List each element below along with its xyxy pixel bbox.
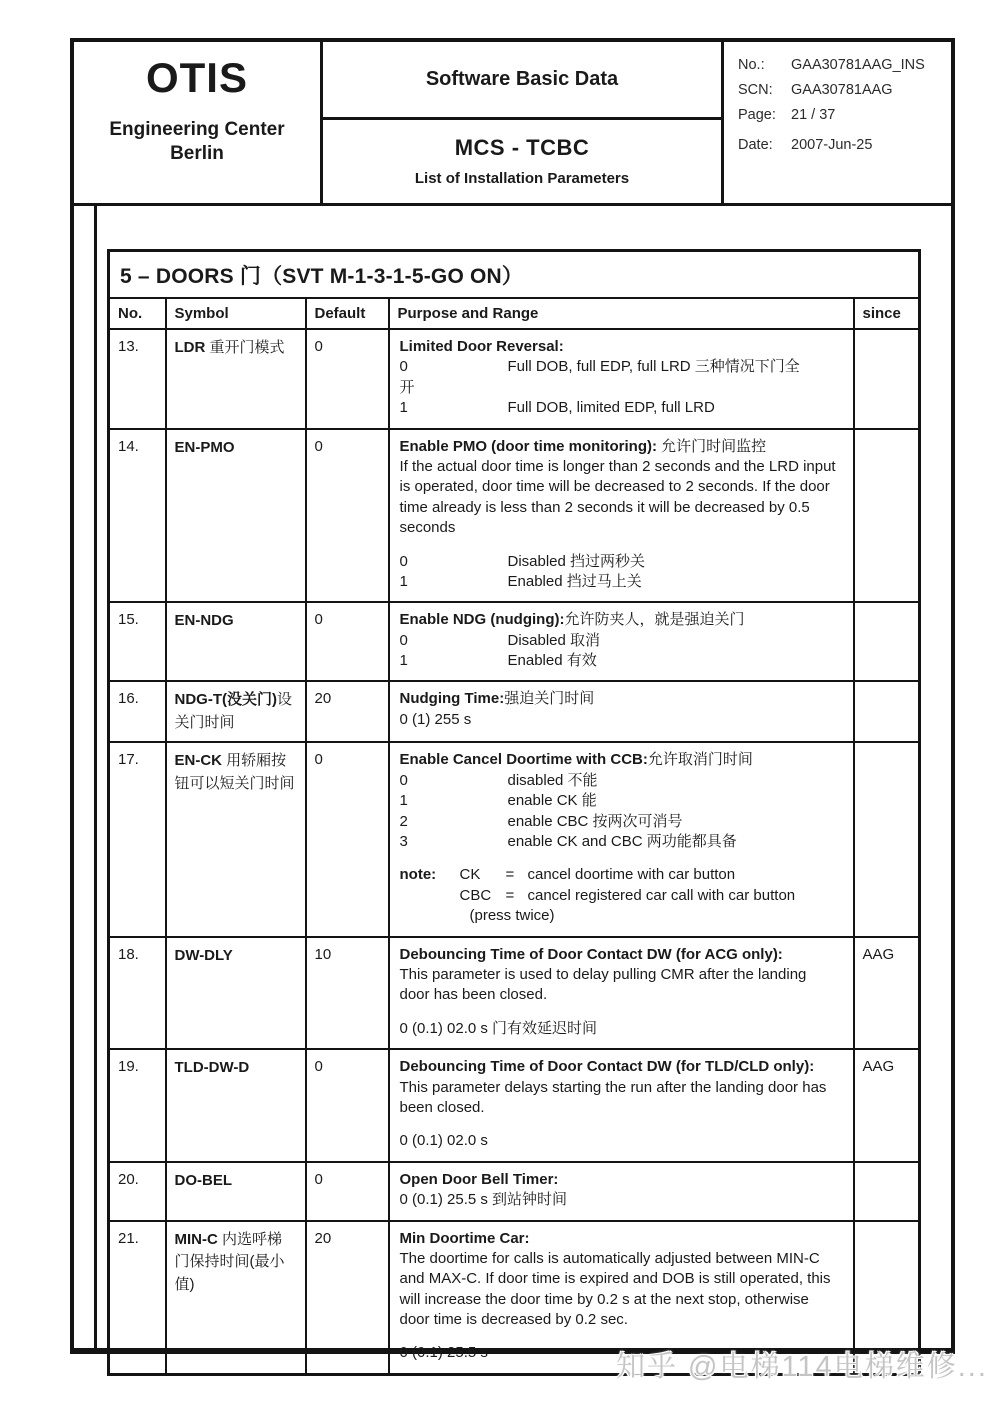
meta-date-value: 2007-Jun-25: [791, 137, 873, 153]
param-since-cell: [854, 681, 920, 742]
param-default-cell: 0: [306, 329, 389, 429]
product-cell: [323, 120, 721, 203]
org-line1: Engineering Center: [109, 119, 285, 140]
col-header-symbol: Symbol: [166, 298, 306, 329]
param-no-cell: 21.: [109, 1221, 166, 1375]
param-default-cell: 0: [306, 602, 389, 681]
param-symbol-cell: EN-PMO: [166, 429, 306, 603]
doc-subtitle: List of Installation Parameters: [414, 170, 630, 187]
table-row: [109, 429, 920, 603]
org-line2: Berlin: [170, 142, 224, 164]
logo-cell: [74, 42, 323, 203]
param-symbol-cell: TLD-DW-D: [166, 1049, 306, 1162]
param-default-cell: 0: [306, 429, 389, 603]
table-header-row: [109, 298, 920, 329]
table-row: [109, 1049, 920, 1162]
meta-date: [738, 137, 951, 153]
param-symbol-cell: EN-CK 用轿厢按钮可以短关门时间: [166, 742, 306, 936]
param-default-cell: 0: [306, 1049, 389, 1162]
product-name: MCS - TCBC: [454, 135, 590, 160]
param-symbol-cell: LDR 重开门模式: [166, 329, 306, 429]
meta-cell: [724, 42, 951, 203]
param-no-cell: 19.: [109, 1049, 166, 1162]
param-symbol-cell: MIN-C 内选呼梯门保持时间(最小值): [166, 1221, 306, 1375]
param-symbol-cell: DO-BEL: [166, 1162, 306, 1221]
parameters-table: [107, 249, 921, 1376]
param-symbol-cell: NDG-T(没关门)设关门时间: [166, 681, 306, 742]
param-default-cell: 20: [306, 681, 389, 742]
param-no-cell: 16.: [109, 681, 166, 742]
binding-margin-line: [94, 206, 97, 1348]
param-purpose-cell: Debouncing Time of Door Contact DW (for ACG only): This parameter is used to delay pulling CMR after the landing door has been closed. 0 (0.1) 02.0 s 门有效延迟时间: [389, 937, 854, 1050]
meta-scn-value: GAA30781AAG: [791, 82, 893, 98]
params-table-body: [109, 329, 920, 1374]
content-area: [74, 206, 951, 1362]
param-purpose-cell: Nudging Time:强迫关门时间 0 (1) 255 s: [389, 681, 854, 742]
param-since-cell: [854, 602, 920, 681]
param-no-cell: 20.: [109, 1162, 166, 1221]
param-purpose-cell: Debouncing Time of Door Contact DW (for TLD/CLD only): This parameter delays starting the run after the landing door has been closed. 0 (0.1) 02.0 s: [389, 1049, 854, 1162]
param-since-cell: [854, 329, 920, 429]
param-no-cell: 17.: [109, 742, 166, 936]
title-cell: [323, 42, 724, 203]
col-header-purpose: Purpose and Range: [389, 298, 854, 329]
param-since-cell: [854, 1162, 920, 1221]
param-no-cell: 15.: [109, 602, 166, 681]
param-since-cell: [854, 742, 920, 936]
otis-logo: OTIS: [145, 54, 248, 101]
param-since-cell: AAG: [854, 1049, 920, 1162]
table-row: [109, 1162, 920, 1221]
param-default-cell: 10: [306, 937, 389, 1050]
table-row: [109, 602, 920, 681]
page-frame: [70, 38, 955, 1362]
param-since-cell: [854, 429, 920, 603]
param-symbol-cell: EN-NDG: [166, 602, 306, 681]
doc-title: Software Basic Data: [323, 42, 721, 120]
meta-page: [738, 107, 951, 123]
param-purpose-cell: Enable PMO (door time monitoring): 允许门时间监控 If the actual door time is longer than 2 seconds and the LRD input is operated, door time will be decreased to 2 seconds. If the door time already is less than 2 seconds it will be decreased by 0.5 seconds 0 Disabled 挡过两秒关 1 Enabled 挡过马上关: [389, 429, 854, 603]
col-header-default: Default: [306, 298, 389, 329]
param-purpose-cell: Limited Door Reversal: 0 Full DOB, full EDP, full LRD 三种情况下门全 开 1 Full DOB, limited EDP, full LRD: [389, 329, 854, 429]
meta-page-value: 21 / 37: [791, 107, 836, 123]
meta-no-value: GAA30781AAG_INS: [791, 57, 925, 73]
col-header-no: No.: [109, 298, 166, 329]
param-no-cell: 13.: [109, 329, 166, 429]
param-no-cell: 14.: [109, 429, 166, 603]
param-purpose-cell: Enable NDG (nudging):允许防夹人，就是强迫关门 0 Disabled 取消 1 Enabled 有效: [389, 602, 854, 681]
meta-scn: [738, 82, 951, 98]
param-symbol-cell: DW-DLY: [166, 937, 306, 1050]
table-row: [109, 681, 920, 742]
param-purpose-cell: Enable Cancel Doortime with CCB:允许取消门时间 0 disabled 不能 1 enable CK 能 2 enable CBC 按两次可消号 3 enable CK and CBC 两功能都具备 note: CK = cancel doortime with car button CBC = cancel registered car call with car button (press twice): [389, 742, 854, 936]
param-since-cell: AAG: [854, 937, 920, 1050]
param-default-cell: 20: [306, 1221, 389, 1375]
meta-no: [738, 57, 951, 73]
document-header: [74, 42, 951, 206]
meta-date-label: Date:: [738, 137, 773, 153]
section-title: 5 – DOORS 门（SVT M-1-3-1-5-GO ON）: [109, 251, 920, 299]
param-purpose-cell: Open Door Bell Timer: 0 (0.1) 25.5 s 到站钟时间: [389, 1162, 854, 1221]
param-purpose-cell: Min Doortime Car: The doortime for calls is automatically adjusted between MIN-C and MAX-C. If door time is expired and DOB is still operated, this will increase the door time by 0.2 s at the next stop, otherwise door time is decreased by 0.2 sec. 0 (0.1) 25.5 s: [389, 1221, 854, 1375]
table-row: [109, 937, 920, 1050]
param-no-cell: 18.: [109, 937, 166, 1050]
col-header-since: since: [854, 298, 920, 329]
param-default-cell: 0: [306, 742, 389, 936]
meta-scn-label: SCN:: [738, 82, 773, 98]
param-default-cell: 0: [306, 1162, 389, 1221]
table-row: [109, 742, 920, 936]
org-name: [109, 118, 284, 166]
table-row: [109, 329, 920, 429]
section-title-row: [109, 251, 920, 299]
meta-page-label: Page:: [738, 107, 776, 123]
watermark: 知乎 @电梯114电梯维修...: [616, 1351, 988, 1383]
meta-no-label: No.:: [738, 57, 765, 73]
